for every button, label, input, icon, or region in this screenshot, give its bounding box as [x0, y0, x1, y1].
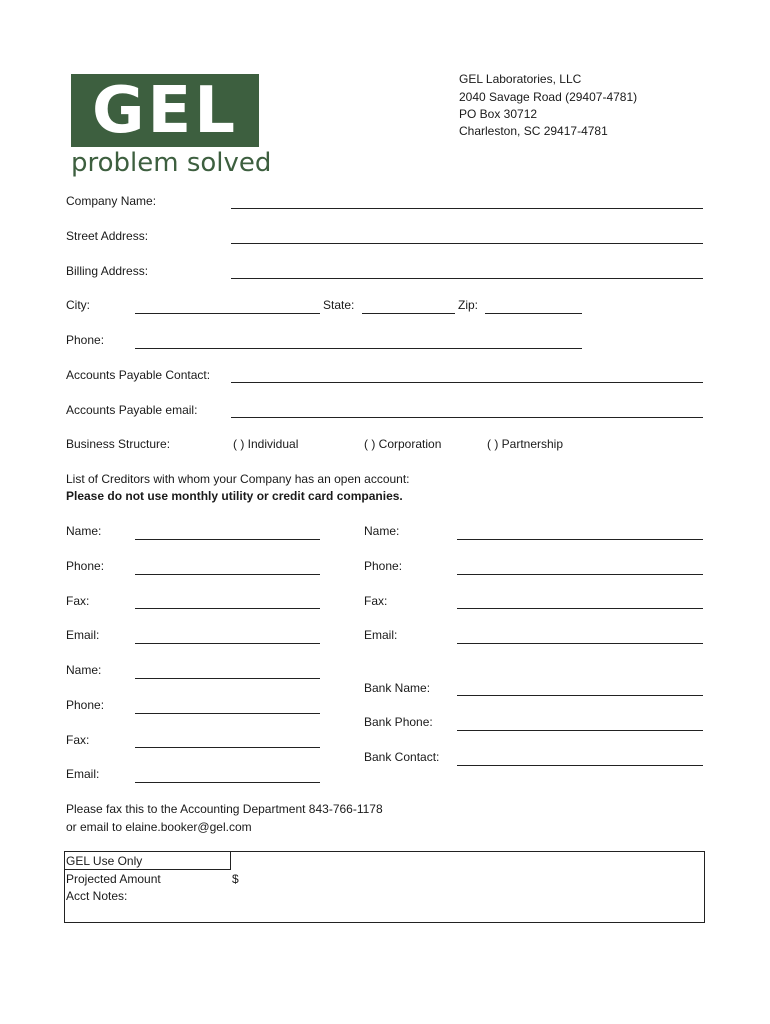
creditor1-fax-label: Fax:	[66, 594, 90, 608]
bank-name-field[interactable]	[457, 695, 703, 696]
ap-contact-field[interactable]	[231, 382, 703, 383]
creditor3-email-field[interactable]	[135, 782, 320, 783]
city-label: City:	[66, 298, 90, 312]
creditor2-email-field[interactable]	[457, 643, 703, 644]
creditor1-name-field[interactable]	[135, 539, 320, 540]
bank-contact-label: Bank Contact:	[364, 750, 440, 764]
creditor1-phone-label: Phone:	[66, 559, 105, 573]
option-partnership[interactable]: ( ) Partnership	[487, 437, 564, 451]
bank-contact-field[interactable]	[457, 765, 703, 766]
creditor1-phone-field[interactable]	[135, 574, 320, 575]
creditor1-email-field[interactable]	[135, 643, 320, 644]
state-label: State:	[323, 298, 355, 312]
creditor1-name-label: Name:	[66, 524, 102, 538]
creditors-warning: Please do not use monthly utility or credit card companies.	[66, 489, 403, 503]
phone-field[interactable]	[135, 348, 582, 349]
creditor3-fax-label: Fax:	[66, 733, 90, 747]
ap-email-label: Accounts Payable email:	[66, 403, 198, 417]
zip-label: Zip:	[458, 298, 479, 312]
creditor3-fax-field[interactable]	[135, 747, 320, 748]
address-line-3: PO Box 30712	[459, 107, 538, 121]
gel-use-only-title: GEL Use Only	[66, 854, 143, 868]
phone-label: Phone:	[66, 333, 105, 347]
street-address-label: Street Address:	[66, 229, 149, 243]
creditor2-name-label: Name:	[364, 524, 400, 538]
creditors-intro: List of Creditors with whom your Company has an open account:	[66, 472, 410, 486]
city-field[interactable]	[135, 313, 320, 314]
creditor1-email-label: Email:	[66, 628, 100, 642]
projected-amount-label: Projected Amount	[66, 872, 161, 886]
ap-email-field[interactable]	[231, 417, 703, 418]
zip-field[interactable]	[485, 313, 582, 314]
business-structure-label: Business Structure:	[66, 437, 171, 451]
email-instructions: or email to elaine.booker@gel.com	[66, 820, 252, 834]
creditor3-phone-field[interactable]	[135, 713, 320, 714]
address-line-2: 2040 Savage Road (29407-4781)	[459, 90, 638, 104]
fax-instructions: Please fax this to the Accounting Department 843-766-1178	[66, 802, 383, 816]
creditor2-phone-label: Phone:	[364, 559, 403, 573]
billing-address-field[interactable]	[231, 278, 703, 279]
bank-phone-field[interactable]	[457, 730, 703, 731]
bank-name-label: Bank Name:	[364, 681, 431, 695]
option-corporation[interactable]: ( ) Corporation	[364, 437, 442, 451]
creditor3-name-field[interactable]	[135, 678, 320, 679]
option-individual[interactable]: ( ) Individual	[233, 437, 299, 451]
company-name-field[interactable]	[231, 208, 703, 209]
dollar-sign: $	[232, 872, 239, 886]
ap-contact-label: Accounts Payable Contact:	[66, 368, 211, 382]
creditor2-name-field[interactable]	[457, 539, 703, 540]
creditor3-email-label: Email:	[66, 767, 100, 781]
company-name-label: Company Name:	[66, 194, 157, 208]
address-line-1: GEL Laboratories, LLC	[459, 72, 582, 86]
address-line-4: Charleston, SC 29417-4781	[459, 124, 608, 138]
creditor2-fax-label: Fax:	[364, 594, 388, 608]
bank-phone-label: Bank Phone:	[364, 715, 433, 729]
creditor2-email-label: Email:	[364, 628, 398, 642]
acct-notes-label: Acct Notes:	[66, 889, 128, 903]
gel-logo	[71, 74, 259, 147]
creditor2-phone-field[interactable]	[457, 574, 703, 575]
logo-word: GEL	[91, 73, 239, 148]
creditor3-name-label: Name:	[66, 663, 102, 677]
logo-tagline: problem solved	[71, 148, 272, 178]
creditor3-phone-label: Phone:	[66, 698, 105, 712]
state-field[interactable]	[362, 313, 455, 314]
creditor1-fax-field[interactable]	[135, 608, 320, 609]
creditor2-fax-field[interactable]	[457, 608, 703, 609]
billing-address-label: Billing Address:	[66, 264, 149, 278]
street-address-field[interactable]	[231, 243, 703, 244]
